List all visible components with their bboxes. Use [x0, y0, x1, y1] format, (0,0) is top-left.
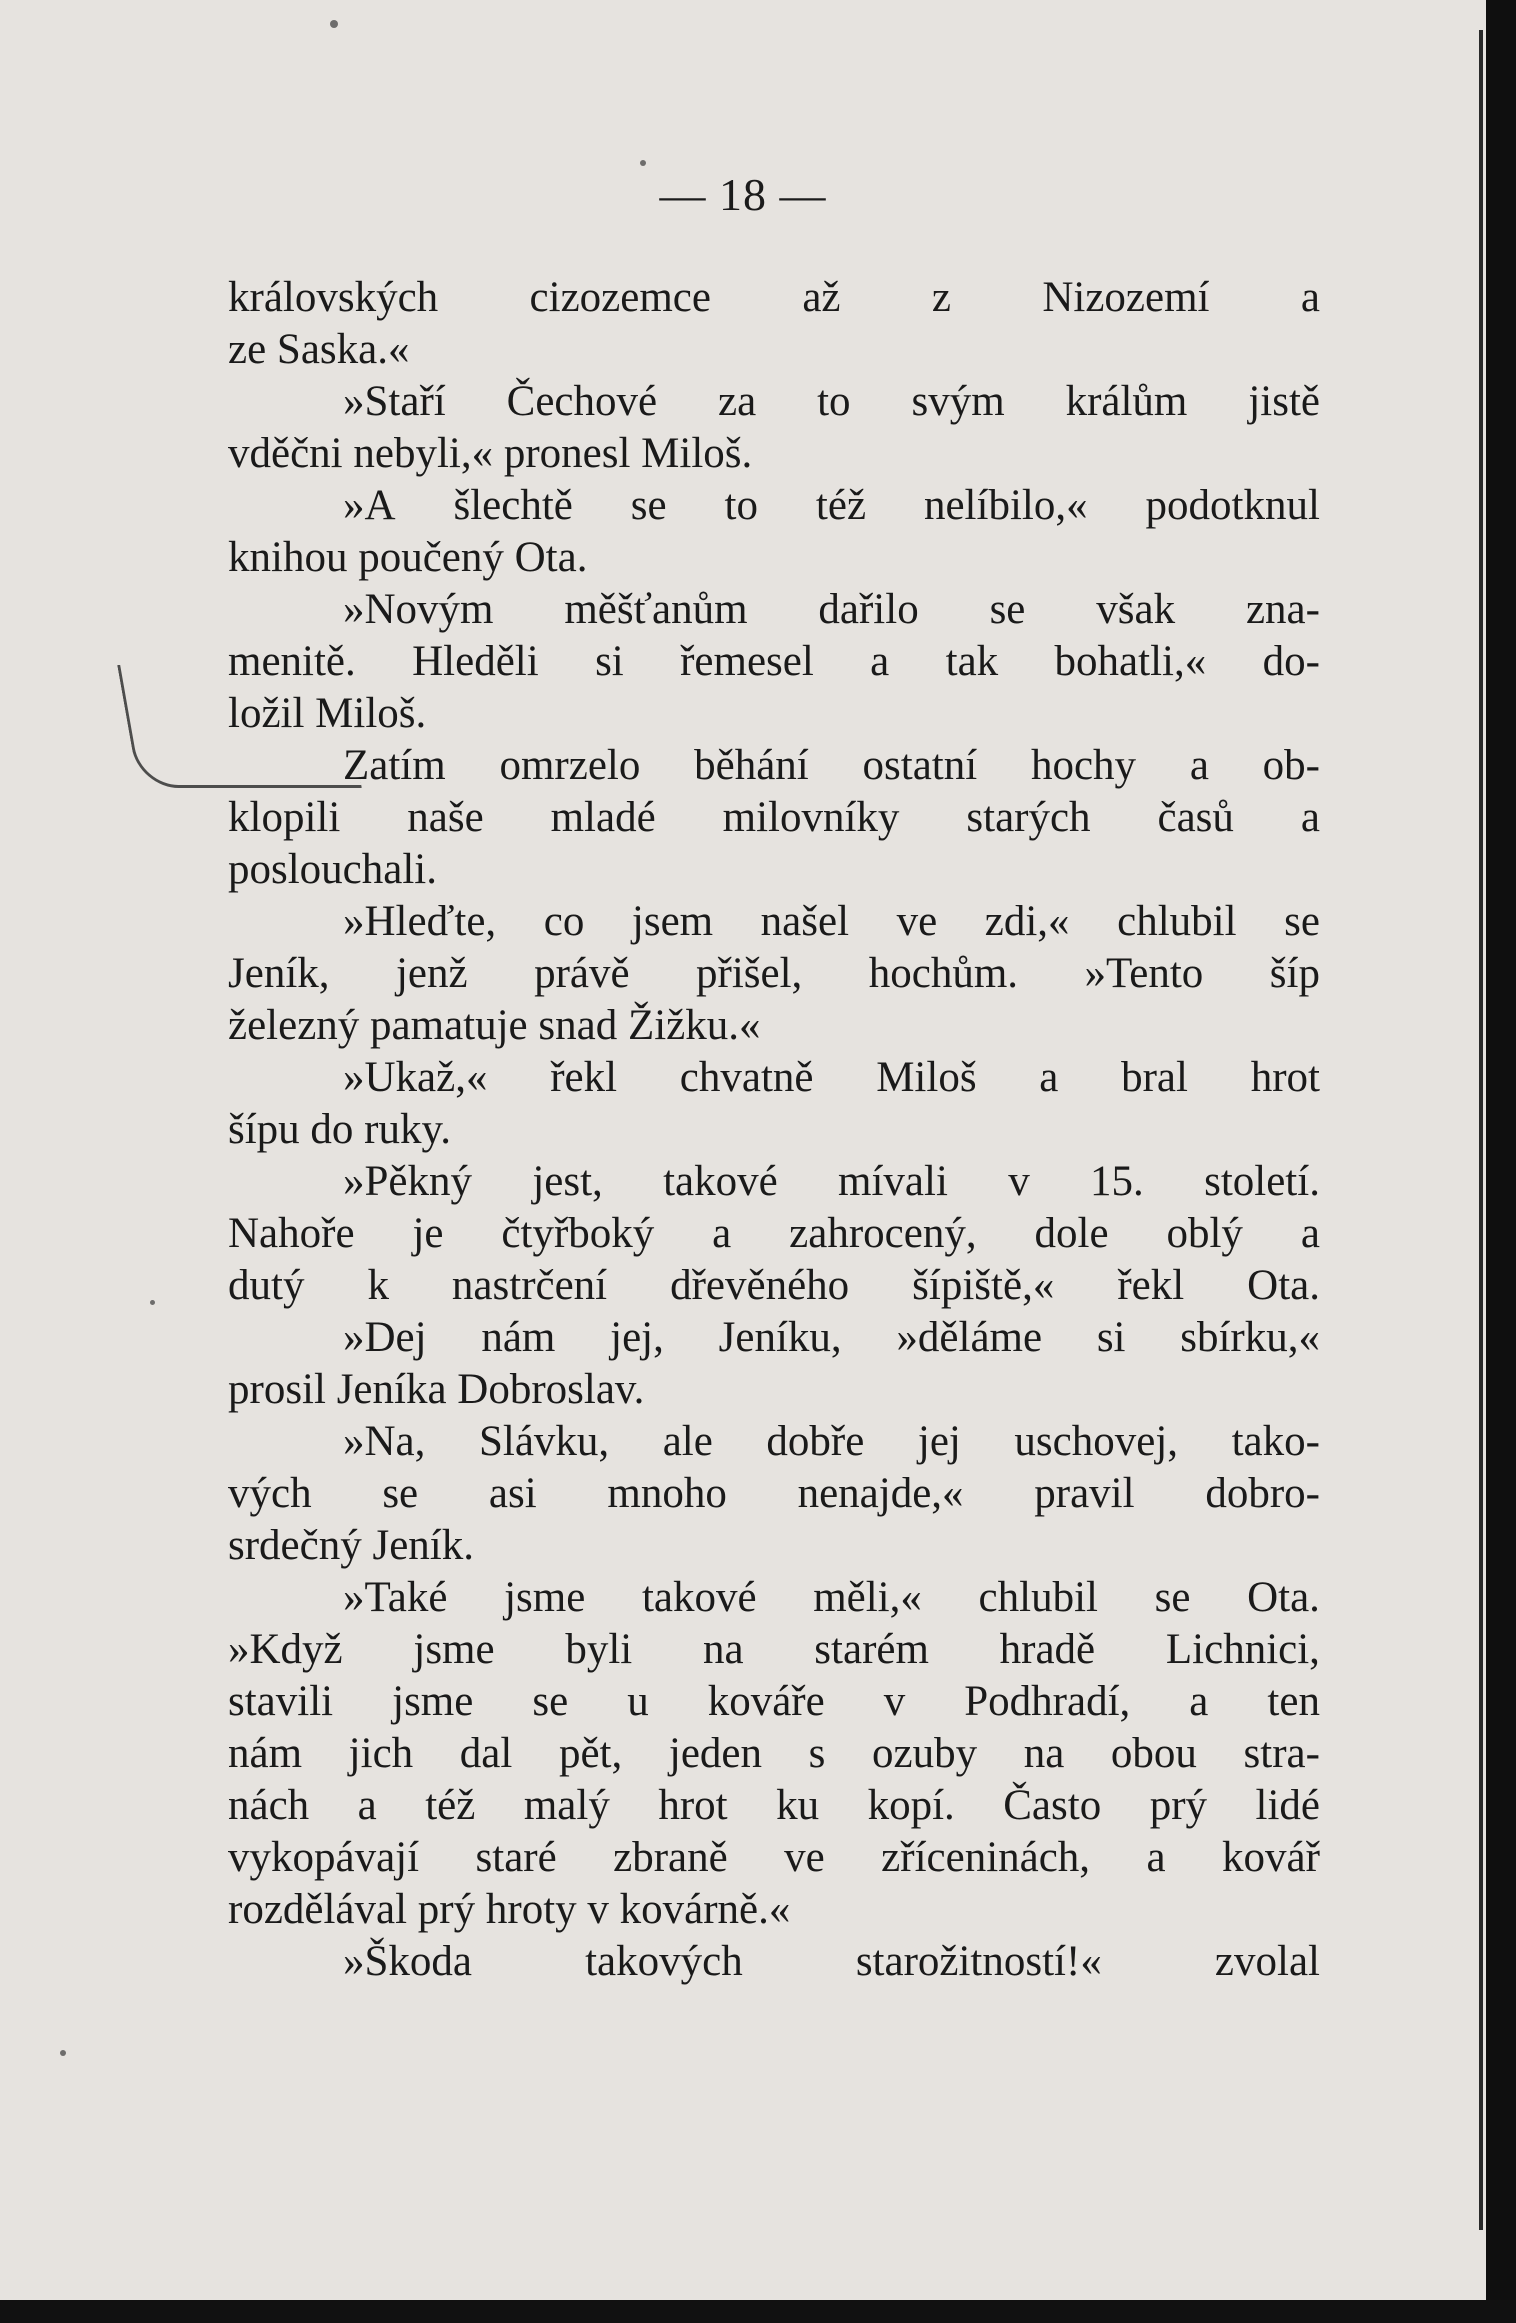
text-line	[228, 272, 1320, 324]
word: menitě.	[228, 638, 356, 685]
text-line-content: srdečný Jeník.	[228, 1522, 474, 1569]
word: Hleděli	[412, 638, 539, 685]
word: Ota.	[1247, 1262, 1320, 1309]
binding-line	[1479, 30, 1483, 2230]
text-line	[228, 1832, 1320, 1884]
word: Lichnici,	[1165, 1626, 1320, 1673]
word: zříceninách,	[881, 1834, 1091, 1881]
text-line	[228, 1416, 1320, 1468]
word: právě	[534, 950, 630, 997]
word: stavili	[228, 1678, 334, 1725]
word: jsme	[392, 1678, 474, 1725]
text-line	[228, 324, 1320, 376]
word: lidé	[1255, 1782, 1320, 1829]
word: omrzelo	[499, 742, 641, 789]
word: starožitností!«	[855, 1938, 1102, 1985]
text-line	[228, 1676, 1320, 1728]
word: jej,	[610, 1314, 664, 1361]
text-line	[228, 636, 1320, 688]
word: a	[1039, 1054, 1059, 1101]
text-line	[228, 1312, 1320, 1364]
word: jsme	[504, 1574, 586, 1621]
word: Podhradí,	[964, 1678, 1131, 1725]
text-line	[228, 948, 1320, 1000]
text-line-content: vděčni nebyli,« pronesl Miloš.	[228, 430, 753, 477]
word: Nizozemí	[1042, 274, 1210, 321]
word: nám	[228, 1730, 303, 1777]
word: dobře	[766, 1418, 865, 1465]
word: šípiště,«	[912, 1262, 1055, 1309]
text-line-content: rozdělával prý hroty v kovárně.«	[228, 1886, 791, 1933]
text-line-content: poslouchali.	[228, 846, 437, 893]
word: do-	[1262, 638, 1320, 685]
word: »Také	[343, 1574, 448, 1621]
word: starých	[966, 794, 1091, 841]
word: dřevěného	[670, 1262, 850, 1309]
word: to	[724, 482, 758, 529]
word: ten	[1267, 1678, 1320, 1725]
text-line	[228, 1104, 1320, 1156]
text-line	[228, 1936, 1320, 1988]
word: na	[1023, 1730, 1065, 1777]
word: králům	[1065, 378, 1188, 425]
word: takových	[585, 1938, 743, 1985]
speck	[150, 1300, 155, 1305]
word: přišel,	[696, 950, 803, 997]
word: k	[367, 1262, 389, 1309]
word: šíp	[1269, 950, 1320, 997]
word: jej	[917, 1418, 961, 1465]
word: nastrčení	[451, 1262, 608, 1309]
word: kovář	[1222, 1834, 1320, 1881]
text-line	[228, 1572, 1320, 1624]
word: malý	[523, 1782, 610, 1829]
word: a	[1189, 742, 1209, 789]
text-line-content: knihou poučený Ota.	[228, 534, 588, 581]
word: Miloš	[876, 1054, 977, 1101]
word: hochům.	[868, 950, 1019, 997]
word: Ota.	[1247, 1574, 1320, 1621]
word: kováře	[707, 1678, 825, 1725]
word: a	[1300, 794, 1320, 841]
word: měli,«	[813, 1574, 922, 1621]
word: a	[357, 1782, 377, 1829]
word: mívali	[838, 1158, 948, 1205]
word: to	[817, 378, 851, 425]
word: chvatně	[679, 1054, 814, 1101]
word: však	[1096, 586, 1176, 633]
word: též	[815, 482, 867, 529]
word: »děláme	[896, 1314, 1043, 1361]
word: »Pěkný	[343, 1158, 472, 1205]
word: Slávku,	[478, 1418, 610, 1465]
word: na	[702, 1626, 744, 1673]
word: se	[532, 1678, 569, 1725]
text-line	[228, 428, 1320, 480]
speck	[60, 2050, 66, 2056]
text-line	[228, 532, 1320, 584]
word: zbraně	[613, 1834, 728, 1881]
word: se	[1154, 1574, 1191, 1621]
word: jsem	[631, 898, 714, 945]
text-line-content: ze Saska.«	[228, 326, 410, 373]
word: bral	[1121, 1054, 1188, 1101]
word: ostatní	[862, 742, 978, 789]
word: dutý	[228, 1262, 305, 1309]
text-line	[228, 740, 1320, 792]
text-line	[228, 1520, 1320, 1572]
word: z	[931, 274, 951, 321]
word: si	[595, 638, 624, 685]
word: a	[1189, 1678, 1209, 1725]
word: »A	[343, 482, 396, 529]
word: jsme	[413, 1626, 495, 1673]
word: »Tento	[1084, 950, 1204, 997]
text-line	[228, 584, 1320, 636]
word: též	[425, 1782, 476, 1829]
word: a	[870, 638, 890, 685]
word: se	[382, 1470, 419, 1517]
word: milovníky	[722, 794, 900, 841]
word: svým	[911, 378, 1005, 425]
word: hrot	[1250, 1054, 1320, 1101]
text-line-content: prosil Jeníka Dobroslav.	[228, 1366, 645, 1413]
word: chlubil	[1117, 898, 1237, 945]
text-line	[228, 1208, 1320, 1260]
word: jest,	[532, 1158, 603, 1205]
word: hochy	[1030, 742, 1137, 789]
body-text	[228, 272, 1320, 1988]
word: staré	[475, 1834, 557, 1881]
word: zdi,«	[984, 898, 1070, 945]
word: 15.	[1090, 1158, 1144, 1205]
word: Zatím	[343, 742, 446, 789]
word: čtyřboký	[501, 1210, 655, 1257]
word: takové	[641, 1574, 757, 1621]
word: v	[883, 1678, 906, 1725]
word: se	[1284, 898, 1320, 945]
word: nám	[481, 1314, 556, 1361]
word: zahrocený,	[789, 1210, 977, 1257]
text-line	[228, 1000, 1320, 1052]
word: Nahoře	[228, 1210, 355, 1257]
word: a	[1300, 1210, 1320, 1257]
word: ale	[662, 1418, 713, 1465]
word: dole	[1034, 1210, 1109, 1257]
word: takové	[663, 1158, 778, 1205]
text-line-content: šípu do ruky.	[228, 1106, 451, 1153]
word: oblý	[1166, 1210, 1243, 1257]
word: našel	[760, 898, 850, 945]
word: »Na,	[343, 1418, 426, 1465]
text-line	[228, 896, 1320, 948]
word: mnoho	[607, 1470, 727, 1517]
word: ve	[896, 898, 938, 945]
speck	[640, 160, 646, 166]
word: až	[802, 274, 841, 321]
word: obou	[1110, 1730, 1197, 1777]
word: řemesel	[680, 638, 814, 685]
word: co	[543, 898, 585, 945]
text-line	[228, 1260, 1320, 1312]
word: dařilo	[818, 586, 919, 633]
word: byli	[565, 1626, 633, 1673]
word: šlechtě	[453, 482, 573, 529]
speck	[330, 20, 338, 28]
word: tako-	[1231, 1418, 1320, 1465]
word: si	[1096, 1314, 1126, 1361]
word: jistě	[1248, 378, 1320, 425]
binding-edge	[1486, 0, 1516, 2323]
word: řekl	[550, 1054, 618, 1101]
word: »Když	[228, 1626, 343, 1673]
word: podotknul	[1145, 482, 1320, 529]
word: asi	[488, 1470, 537, 1517]
word: Čechové	[506, 378, 658, 425]
text-line	[228, 1156, 1320, 1208]
word: Často	[1003, 1782, 1102, 1829]
word: kopí.	[867, 1782, 955, 1829]
text-line-content: ložil Miloš.	[228, 690, 427, 737]
word: hrot	[658, 1782, 728, 1829]
word: »Hleďte,	[343, 898, 497, 945]
word: »Staří	[343, 378, 446, 425]
word: a	[712, 1210, 732, 1257]
word: »Dej	[343, 1314, 427, 1361]
word: ku	[776, 1782, 820, 1829]
word: časů	[1157, 794, 1234, 841]
word: naše	[407, 794, 484, 841]
word: stra-	[1243, 1730, 1320, 1777]
word: vých	[228, 1470, 312, 1517]
bottom-edge	[0, 2300, 1516, 2323]
word: tak	[945, 638, 999, 685]
word: měšťanům	[564, 586, 748, 633]
word: zna-	[1245, 586, 1320, 633]
word: století.	[1204, 1158, 1320, 1205]
text-line-content: železný pamatuje snad Žižku.«	[228, 1002, 761, 1049]
word: starém	[814, 1626, 929, 1673]
word: pravil	[1034, 1470, 1135, 1517]
word: »Ukaž,«	[343, 1054, 488, 1101]
word: jeden	[668, 1730, 762, 1777]
word: s	[808, 1730, 826, 1777]
word: hradě	[999, 1626, 1096, 1673]
word: a	[1300, 274, 1320, 321]
word: za	[718, 378, 757, 425]
word: řekl	[1117, 1262, 1185, 1309]
word: mladé	[550, 794, 656, 841]
word: sbírku,«	[1180, 1314, 1320, 1361]
word: cizozemce	[529, 274, 711, 321]
word: chlubil	[978, 1574, 1098, 1621]
word: v	[1008, 1158, 1030, 1205]
word: klopili	[228, 794, 341, 841]
text-line	[228, 1728, 1320, 1780]
word: prý	[1149, 1782, 1208, 1829]
word: Jeník,	[228, 950, 330, 997]
word: uschovej,	[1014, 1418, 1179, 1465]
word: Jeníku,	[718, 1314, 842, 1361]
text-line	[228, 1780, 1320, 1832]
word: dobro-	[1205, 1470, 1320, 1517]
word: zvolal	[1214, 1938, 1320, 1985]
word: dal	[459, 1730, 513, 1777]
text-line	[228, 1364, 1320, 1416]
text-line	[228, 1624, 1320, 1676]
word: ob-	[1262, 742, 1320, 789]
text-line	[228, 688, 1320, 740]
text-line	[228, 792, 1320, 844]
text-line	[228, 844, 1320, 896]
word: »Škoda	[343, 1938, 472, 1985]
word: a	[1146, 1834, 1166, 1881]
word: jenž	[395, 950, 468, 997]
text-line	[228, 480, 1320, 532]
word: ozuby	[871, 1730, 978, 1777]
word: nách	[228, 1782, 310, 1829]
word: »Novým	[343, 586, 494, 633]
word: bohatli,«	[1054, 638, 1207, 685]
word: jich	[348, 1730, 414, 1777]
word: královských	[228, 274, 439, 321]
page-number: — 18 —	[659, 169, 827, 220]
word: ve	[784, 1834, 825, 1881]
text-line	[228, 1884, 1320, 1936]
word: nelíbilo,«	[923, 482, 1088, 529]
text-line	[228, 376, 1320, 428]
word: se	[630, 482, 667, 529]
text-line	[228, 1052, 1320, 1104]
word: pět,	[558, 1730, 623, 1777]
word: nenajde,«	[797, 1470, 964, 1517]
word: běhání	[694, 742, 809, 789]
word: u	[627, 1678, 649, 1725]
word: je	[412, 1210, 444, 1257]
word: vykopávají	[228, 1834, 420, 1881]
text-line	[228, 1468, 1320, 1520]
word: se	[989, 586, 1026, 633]
